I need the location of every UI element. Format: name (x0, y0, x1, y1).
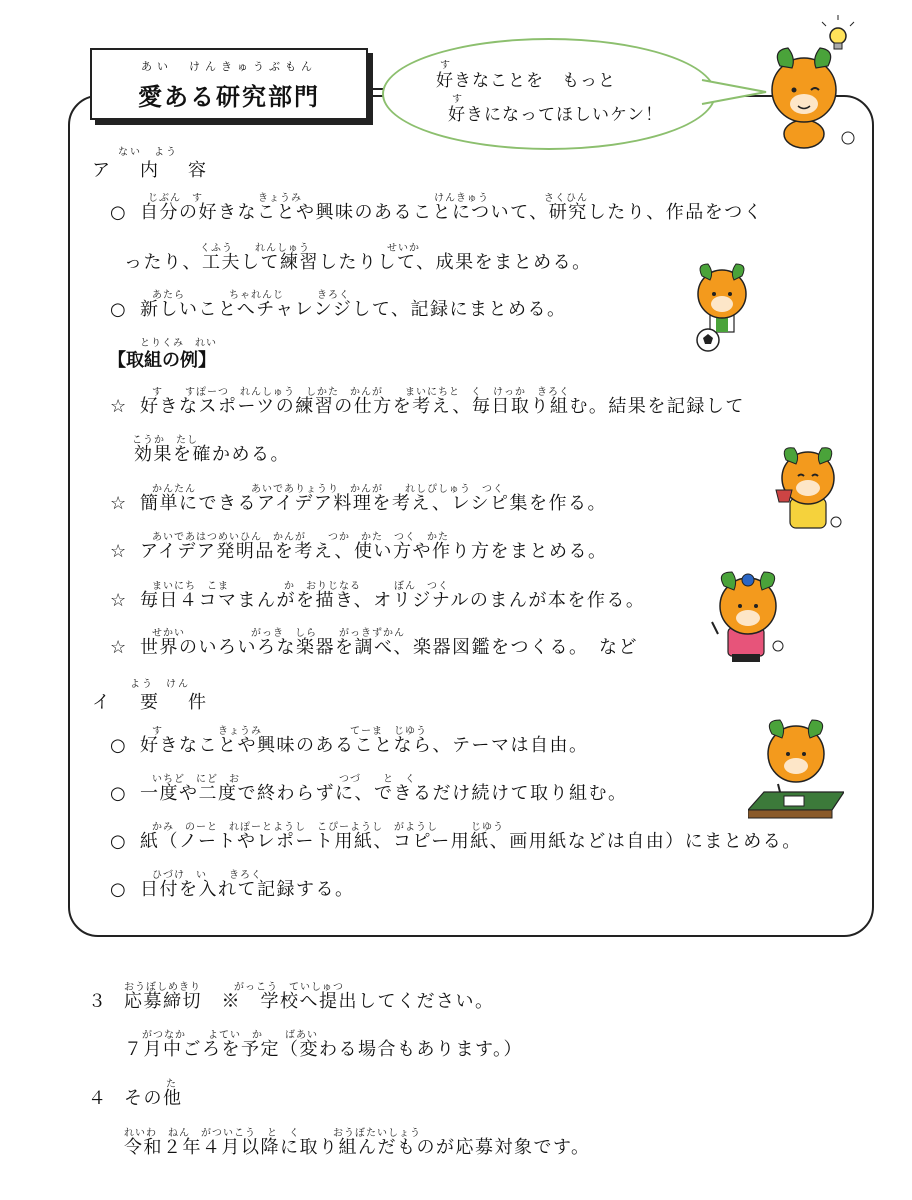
section-4-detail: 令和２年４月以降に取り組んだものが応募対象です。 (124, 1137, 591, 1158)
list-item: ○ 自分の好きなことや興味のあることについて、研究したり、作品をつく (110, 202, 764, 223)
requirement-ruby: いちど にど お つづ と く (152, 774, 416, 785)
requirement-item: ○ 日付を入れて記録する。 (110, 879, 355, 900)
example-ruby: す すぽーつ れんしゅう しかた かんが まいにちと く けっか きろく (152, 387, 570, 398)
item-ruby: くふう れんしゅう せいか (200, 243, 420, 254)
example-ruby: かんたん あいでありょうり かんが れしぴしゅう つく (152, 484, 504, 495)
pencil-icon (712, 622, 718, 634)
examples-heading: 【取組の例】 (108, 350, 216, 371)
section-4-line: ４ その他 (88, 1088, 183, 1109)
example-ruby: まいにち こま か おりじなる ぼん つく (152, 581, 449, 592)
mascot-cooking-illustration (770, 446, 846, 536)
mascot-with-lightbulb-illustration (764, 14, 864, 154)
item-ruby: じぶん す きょうみ けんきゅう さくひん (148, 193, 588, 204)
example-ruby: せかい がっき しら がっきずかん (152, 628, 405, 639)
item-ruby: あたら ちゃれんじ きろく (152, 290, 350, 301)
requirement-ruby: かみ のーと れぽーとようし こぴーようし がようし じゆう (152, 822, 504, 833)
speech-bubble-tail (700, 78, 770, 108)
speech-bubble (382, 38, 716, 150)
speech-ruby-2: す (452, 94, 463, 105)
example-ruby: こうか たし (132, 435, 198, 446)
speech-ruby-1: す (440, 60, 451, 71)
section-4-ruby: た (166, 1079, 177, 1090)
requirement-item: ○ 好きなことや興味のあることなら、テーマは自由。 (110, 735, 589, 756)
requirement-ruby: す きょうみ てーま じゆう (152, 726, 427, 737)
list-item: ○ 新しいことへチャレンジして、記録にまとめる。 (110, 299, 567, 320)
page-title: 愛ある研究部門 (138, 83, 320, 111)
section-b-heading: イ 要 件 (92, 692, 212, 713)
title-ruby: あい けんきゅうぶもん (141, 60, 317, 73)
section-a-heading-ruby: ない よう (118, 147, 178, 158)
section-4-ruby-2: れいわ ねん がついこう と く おうぼたいしょう (124, 1128, 421, 1139)
example-item: ☆ アイデア発明品を考え、使い方や作り方をまとめる。 (110, 541, 608, 562)
section-3-line: ３ 応募締切 ※ 学校へ提出してください。 (88, 991, 495, 1012)
mascot-drawing-manga-illustration (704, 568, 794, 668)
bowl-icon (776, 490, 792, 502)
section-b-heading-ruby: よう けん (130, 679, 190, 690)
lightbulb-icon (822, 15, 854, 49)
section-3-ruby: おうぼしめきり がっこう ていしゅつ (124, 982, 344, 993)
list-item: ったり、工夫して練習したりして、成果をまとめる。 (124, 252, 592, 273)
speech-line-2: 好きになってほしいケン！ (448, 105, 664, 125)
example-ruby: あいであはつめいひん かんが つか かた つく かた (152, 532, 449, 543)
example-item: ☆ 毎日４コマまんがを描き、オリジナルのまんが本を作る。 (110, 590, 646, 611)
mascot-soccer-illustration (690, 262, 754, 354)
section-a-heading: ア 内 容 (92, 160, 212, 181)
section-3-detail: ７月中ごろを予定（変わる場合もあります。） (124, 1039, 524, 1060)
section-3-ruby-2: がつなか よてい か ばあい (142, 1030, 318, 1041)
requirement-item: ○ 一度や二度で終わらずに、できるだけ続けて取り組む。 (110, 783, 628, 804)
speech-line-1: 好きなことを もっと (436, 71, 616, 91)
example-item: ☆ 好きなスポーツの練習の仕方を考え、毎日取り組む。結果を記録して (110, 396, 745, 417)
example-item: 効果を確かめる。 (134, 444, 290, 465)
requirement-item: ○ 紙（ノートやレポート用紙、コピー用紙、画用紙などは自由）にまとめる。 (110, 831, 802, 852)
section-title-box (90, 48, 368, 120)
example-item: ☆ 世界のいろいろな楽器を調べ、楽器図鑑をつくる。 など (110, 637, 638, 658)
mascot-writing-at-desk-illustration (748, 718, 844, 822)
requirement-ruby: ひづけ い きろく (152, 870, 262, 881)
examples-heading-ruby: とりくみ れい (140, 338, 217, 349)
example-item: ☆ 簡単にできるアイデア料理を考え、レシピ集を作る。 (110, 493, 608, 514)
